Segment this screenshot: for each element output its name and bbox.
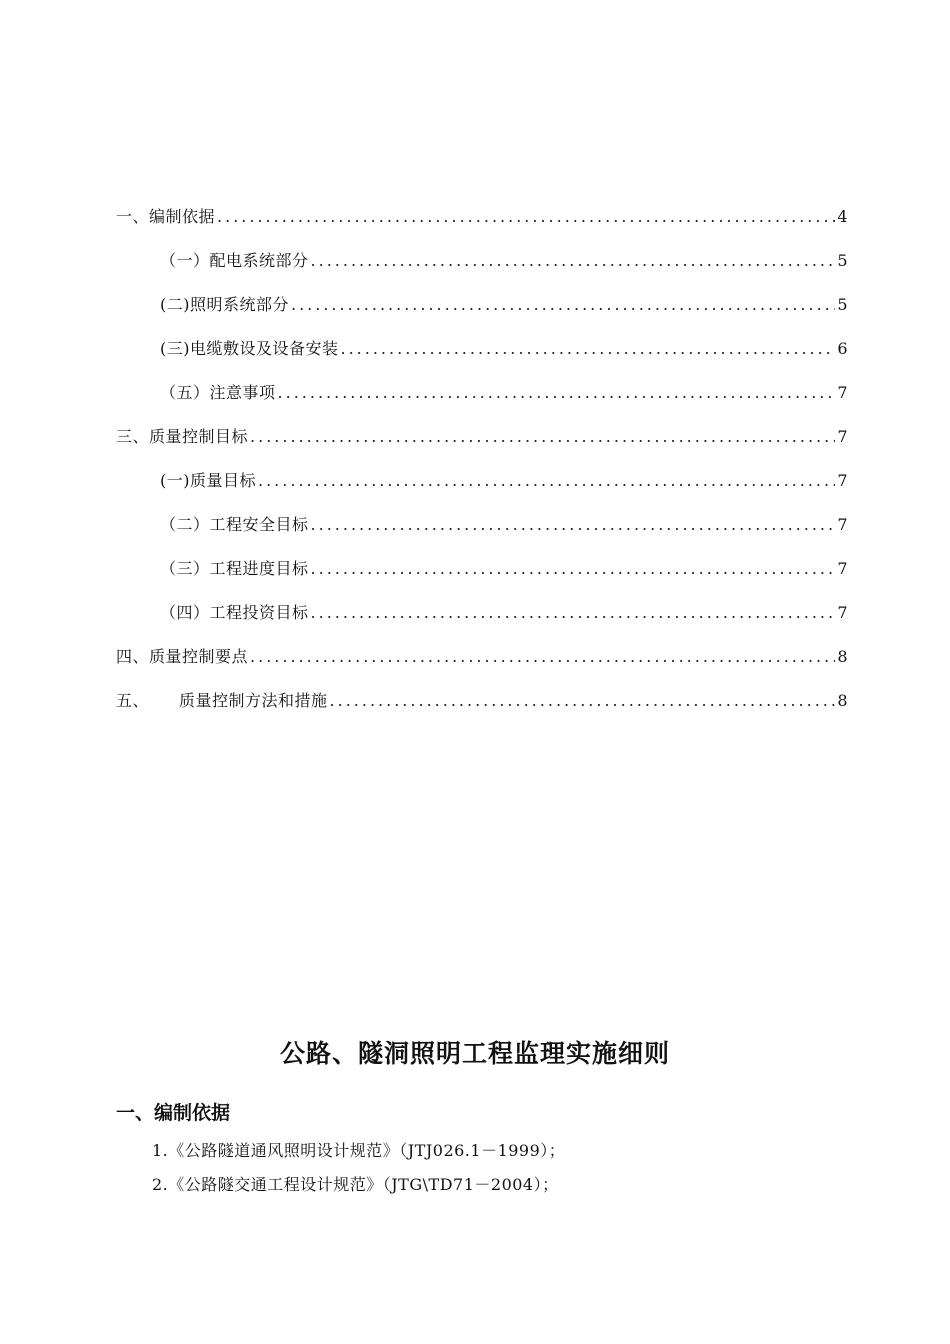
toc-leader-dots: [311, 251, 836, 270]
toc-entry-label: 四、质量控制要点: [116, 647, 249, 666]
toc-entry[interactable]: [116, 248, 848, 292]
toc-entry-label: 一、编制依据: [116, 207, 216, 226]
toc-entry[interactable]: [116, 468, 848, 512]
toc-entry-page: 7: [837, 383, 848, 402]
toc-entry-label: （一）配电系统部分: [160, 251, 309, 270]
toc-leader-dots: [311, 603, 836, 622]
toc-entry-page: 5: [837, 251, 848, 270]
toc-entry[interactable]: [116, 204, 848, 248]
reference-item: 2.《公路隧交通工程设计规范》（JTG\TD71－2004）；: [152, 1175, 559, 1194]
toc-entry-label: （五）注意事项: [160, 383, 276, 402]
toc-entry-page: 7: [837, 559, 848, 578]
toc-leader-dots: [250, 427, 835, 446]
toc-leader-dots: [250, 647, 835, 666]
toc-entry[interactable]: [116, 644, 848, 688]
toc-entry[interactable]: [116, 512, 848, 556]
toc-entry-page: 7: [837, 515, 848, 534]
toc-entry-label: (二)照明系统部分: [160, 295, 289, 314]
document-title: 公路、隧洞照明工程监理实施细则: [279, 1039, 670, 1068]
reference-item: 1.《公路隧道通风照明设计规范》（JTJ026.1－1999）；: [152, 1141, 566, 1160]
toc-entry[interactable]: [116, 688, 848, 732]
toc-entry-label: （二）工程安全目标: [160, 515, 309, 534]
toc-entry-page: 4: [837, 207, 848, 226]
toc-entry[interactable]: [116, 380, 848, 424]
toc-entry[interactable]: [116, 292, 848, 336]
toc-entry-page: 7: [837, 603, 848, 622]
toc-leader-dots: [330, 691, 836, 710]
toc-entry-label: （四）工程投资目标: [160, 603, 309, 622]
reference-list: [152, 1136, 565, 1204]
toc-entry-label: (三)电缆敷设及设备安装: [160, 339, 339, 358]
toc-entry-page: 7: [837, 427, 848, 446]
toc-leader-dots: [278, 383, 836, 402]
toc-entry-page: 6: [837, 339, 848, 358]
toc-entry-label: (一)质量目标: [160, 471, 256, 490]
toc-entry-label: 三、质量控制目标: [116, 427, 249, 446]
toc-leader-dots: [217, 207, 835, 226]
toc-entry-page: 5: [837, 295, 848, 314]
toc-entry-page: 8: [837, 647, 848, 666]
toc-entry[interactable]: [116, 336, 848, 380]
toc-entry-page: 8: [837, 691, 848, 710]
toc-entry-label-number: 五、: [116, 691, 150, 710]
toc-entry-label: 质量控制方法和措施: [179, 691, 328, 710]
toc-entry[interactable]: [116, 424, 848, 468]
toc-leader-dots: [341, 339, 836, 358]
toc-leader-dots: [311, 559, 836, 578]
toc-leader-dots: [291, 295, 835, 314]
table-of-contents: [116, 204, 848, 732]
section-heading: 一、编制依据: [116, 1102, 231, 1124]
toc-entry-page: 7: [837, 471, 848, 490]
toc-entry[interactable]: [116, 556, 848, 600]
toc-entry[interactable]: [116, 600, 848, 644]
toc-entry-label: （三）工程进度目标: [160, 559, 309, 578]
toc-leader-dots: [311, 515, 836, 534]
toc-leader-dots: [258, 471, 835, 490]
